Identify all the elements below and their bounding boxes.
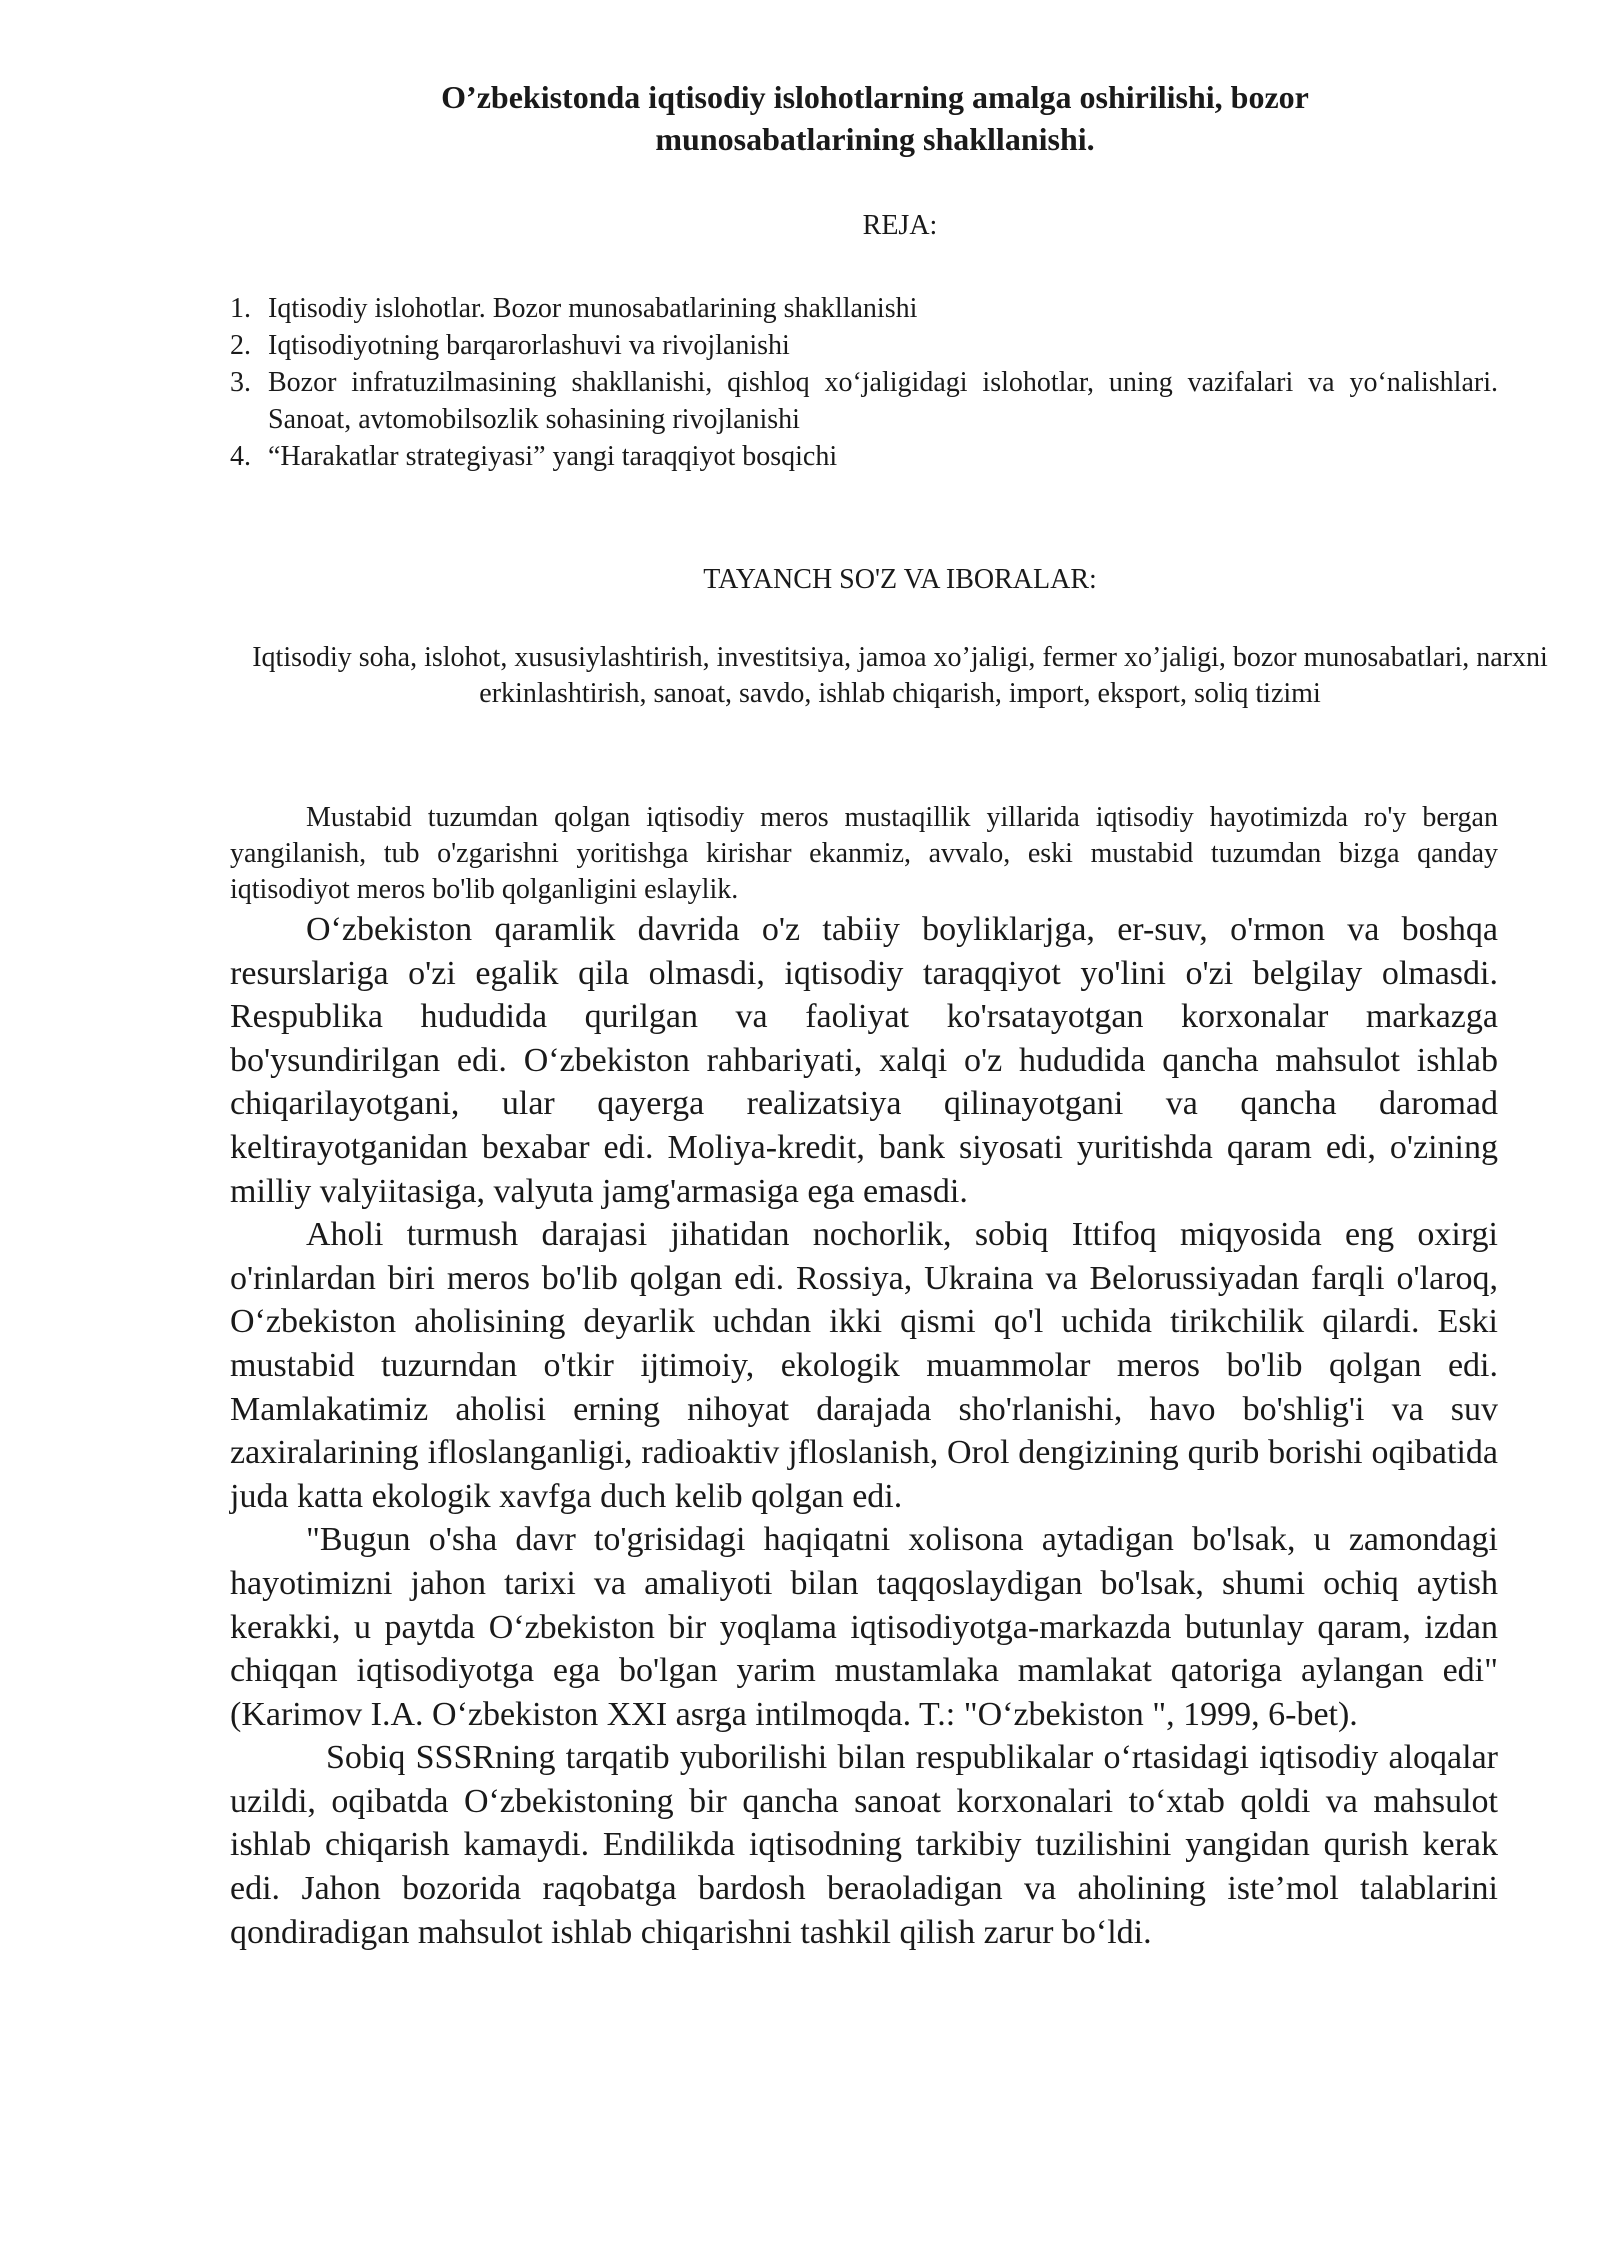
plan-item-number: 1. [230, 293, 251, 324]
plan-item-number: 3. [230, 367, 251, 398]
plan-item-text: “Harakatlar strategiyasi” yangi taraqqiyot bosqichi [268, 441, 838, 472]
plan-list [230, 290, 1498, 475]
plan-item [230, 290, 1498, 327]
plan-item-text: Bozor infratuzilmasining shakllanishi, qishloq xo‘jaligidagi islohotlar, uning vazifalari va yo‘nalishlari. Sanoat, avtomobilsozlik sohasining rivojlanishi [268, 367, 1498, 435]
body-paragraph: O‘zbekiston qaramlik davrida o'z tabiiy boyliklarjga, er-suv, o'rmon va boshqa resurslariga o'zi egalik qila olmasdi, iqtisodiy taraqqiyot yo'lini o'zi belgilay olmasdi. Respublika hududida qurilgan va faoliyat ko'rsatayotgan korxonalar markazga bo'ysundirilgan edi. O‘zbekiston rahbariyati, xalqi o'z hududida qancha mahsulot ishlab chiqarilayotgani, ular qayerga realizatsiya qilinayotgani va qancha daromad keltirayotganidan bexabar edi. Moliya-kredit, bank siyosati yuritishda qaram edi, o'zining milliy valyiitasiga, valyuta jamg'armasiga ega emasdi. [230, 911, 1498, 1210]
plan-item [230, 364, 1498, 438]
body-text [230, 908, 1498, 1954]
body-paragraph: "Bugun o'sha davr to'grisidagi haqiqatni xolisona aytadigan bo'lsak, u zamondagi hayotimizni jahon tarixi va amaliyoti bilan taqqoslaydigan bo'lsak, shumi ochiq aytish kerakki, u paytda O‘zbekiston bir yoqlama iqtisodiyotga-markazda butunlay qaram, izdan chiqqan iqtisodiyotga ega bo'lgan yarim mustamlaka mamlakat qatoriga aylangan edi" (Karimov I.A. O‘zbekiston XXI asrga intilmoqda. T.: "O‘zbekiston ", 1999, 6-bet). [230, 1521, 1498, 1733]
plan-heading: REJA: [862, 210, 938, 241]
plan-item-text: Iqtisodiyotning barqarorlashuvi va rivojlanishi [268, 330, 790, 361]
body-paragraph: Sobiq SSSRning tarqatib yuborilishi bilan respublikalar o‘rtasidagi iqtisodiy aloqalar uzildi, oqibatda O‘zbekistoning bir qancha sanoat korxonalari to‘xtab qoldi va mahsulot ishlab chiqarish kamaydi. Endilikda iqtisodning tarkibiy tuzilishini yangidan qurish kerak edi. Jahon bozorida raqobatga bardosh beraoladigan va aholining iste’mol talablarini qondiradigan mahsulot ishlab chiqarishni tashkil qilish zarur bo‘ldi. [230, 1739, 1498, 1951]
plan-item [230, 438, 1498, 475]
document-title: O’zbekistonda iqtisodiy islohotlarning amalga oshirilishi, bozor munosabatlarining shakllanishi. [441, 79, 1309, 157]
keywords-text: Iqtisodiy soha, islohot, xususiylashtirish, investitsiya, jamoa xo’jaligi, fermer xo’jaligi, bozor munosabatlari, narxni erkinlashtirish, sanoat, savdo, ishlab chiqarish, import, eksport, soliq tizimi [252, 642, 1548, 709]
plan-item-number: 4. [230, 441, 251, 472]
plan-item-text: Iqtisodiy islohotlar. Bozor munosabatlarining shakllanishi [268, 293, 918, 324]
intro-paragraph: Mustabid tuzumdan qolgan iqtisodiy meros mustaqillik yillarida iqtisodiy hayotimizda ro'y bergan yangilanish, tub o'zgarishni yoritishga kirishar ekanmiz, avvalo, eski mustabid tuzumdan bizga qanday iqtisodiyot meros bo'lib qolganligini eslaylik. [230, 802, 1498, 905]
keywords-heading: TAYANCH SO'Z VA IBORALAR: [703, 564, 1097, 595]
plan-item-number: 2. [230, 330, 251, 361]
plan-item [230, 327, 1498, 364]
body-paragraph: Aholi turmush darajasi jihatidan nochorlik, sobiq Ittifoq miqyosida eng oxirgi o'rinlardan biri meros bo'lib qolgan edi. Rossiya, Ukraina va Belorussiyadan farqli o'laroq, O‘zbekiston aholisining deyarlik uchdan ikki qismi qo'l uchida tirikchilik qilardi. Eski mustabid tuzurndan o'tkir ijtimoiy, ekologik muammolar meros bo'lib qolgan edi. Mamlakatimiz aholisi erning nihoyat darajada sho'rlanishi, havo bo'shlig'i va suv zaxiralarining ifloslanganligi, radioaktiv jfloslanish, Orol dengizining qurib borishi oqibatida juda katta ekologik xavfga duch kelib qolgan edi. [230, 1216, 1498, 1515]
